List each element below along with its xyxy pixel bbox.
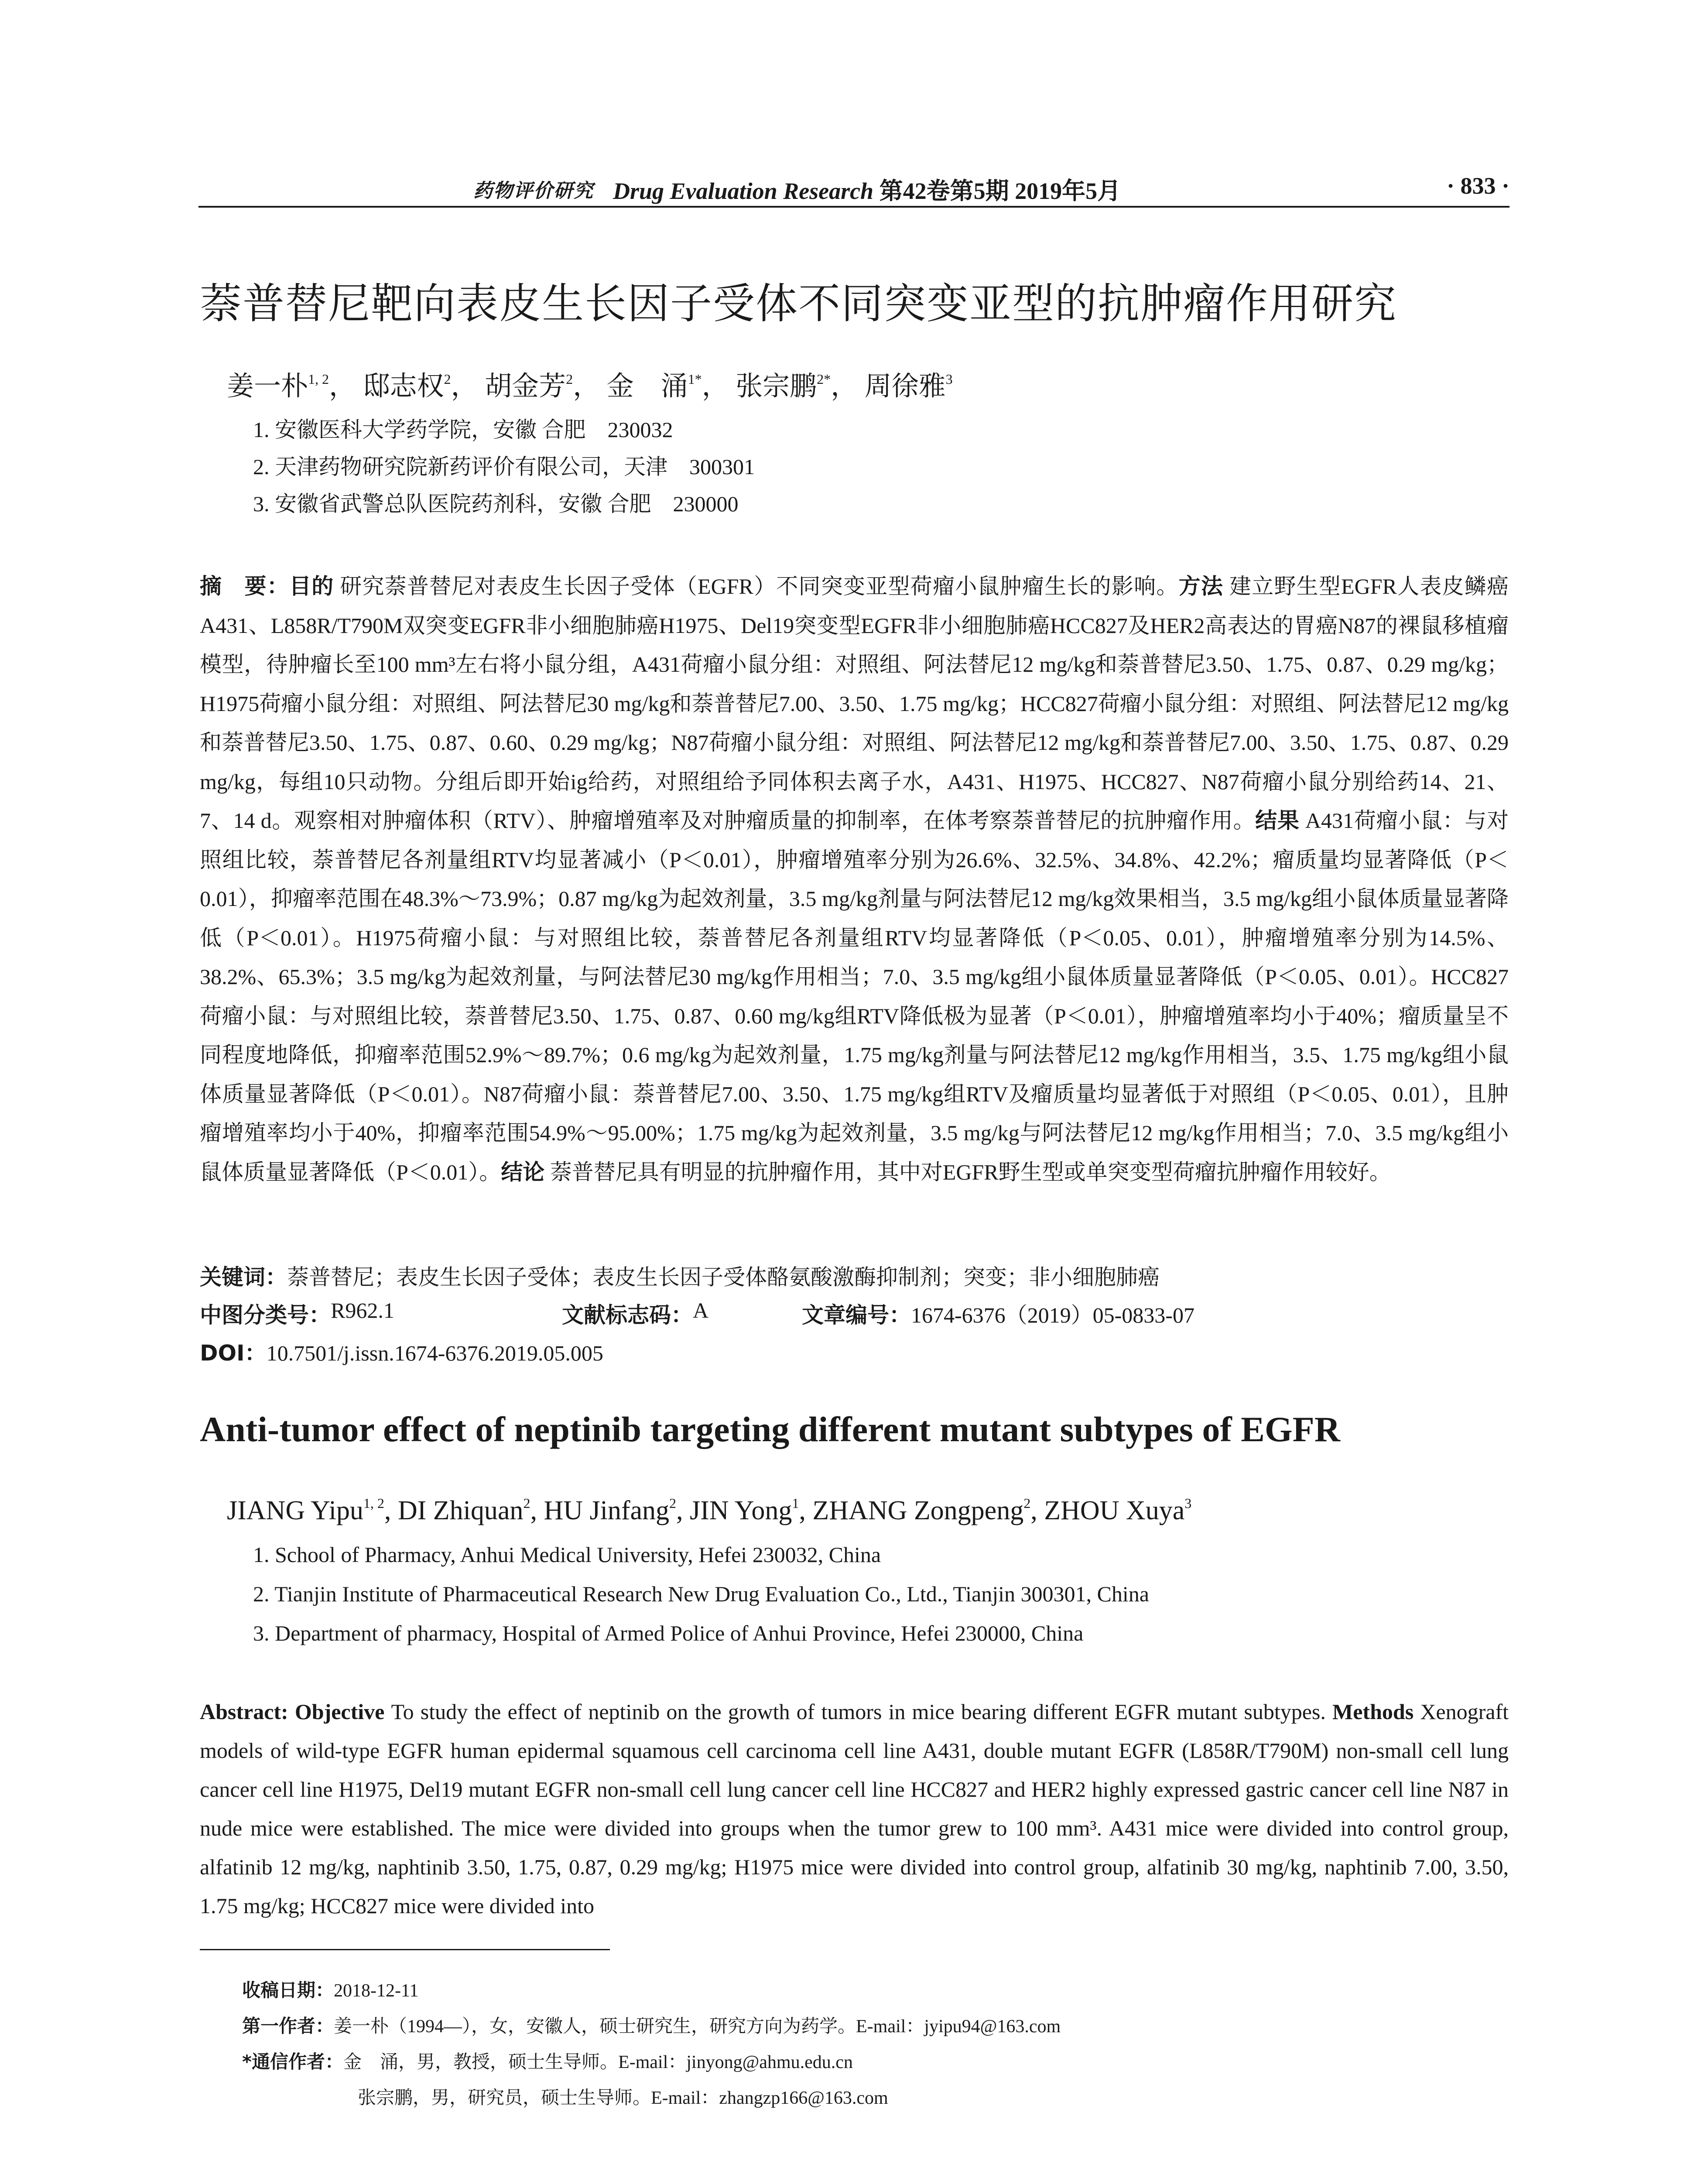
author-name: DI Zhiquan xyxy=(397,1496,524,1525)
affiliation-cn: 3. 安徽省武警总队医院药剂科，安徽 合肥 230000 xyxy=(253,492,739,516)
keywords-text: 萘普替尼；表皮生长因子受体；表皮生长因子受体酪氨酸激酶抑制剂；突变；非小细胞肺癌 xyxy=(287,1265,1160,1289)
author-affil-mark: 1* xyxy=(688,371,702,387)
results-text: A431荷瘤小鼠：与对照组比较，萘普替尼各剂量组RTV均显著减小（P＜0.01），肿瘤增殖率分别为26.6%、32.5%、34.8%、42.2%；瘤质量均显著降低（P＜0.01），抑瘤率范围在48.3%～73.9%；0.87 mg/kg为起效剂量，3.5 mg/kg剂量与阿法替尼12 mg/kg效果相当，3.5 mg/kg组小鼠体质量显著降低（P＜0.01）。H1975荷瘤小鼠：与对照组比较，萘普替尼各剂量组RTV均显著降低（P＜0.05、0.01），肿瘤增殖率分别为14.5%、38.2%、65.3%；3.5 mg/kg为起效剂量，与阿法替尼30 mg/kg作用相当；7.0、3.5 mg/kg组小鼠体质量显著降低（P＜0.05、0.01）。HCC827荷瘤小鼠：与对照组比较，萘普替尼3.50、1.75、0.87、0.60 mg/kg组RTV降低极为显著（P＜0.01），肿瘤增殖率均小于40%；瘤质量呈不同程度地降低，抑瘤率范围52.9%～89.7%；0.6 mg/kg为起效剂量，1.75 mg/kg剂量与阿法替尼12 mg/kg作用相当，3.5、1.75 mg/kg组小鼠体质量显著降低（P＜0.01）。N87荷瘤小鼠：萘普替尼7.00、3.50、1.75 mg/kg组RTV及瘤质量均显著低于对照组（P＜0.05、0.01），且肿瘤增殖率均小于40%，抑瘤率范围54.9%～95.00%；1.75 mg/kg为起效剂量，3.5 mg/kg与阿法替尼12 mg/kg作用相当；7.0、3.5 mg/kg组小鼠体质量显著降低（P＜0.01）。 xyxy=(200,808,1509,1184)
results-label: 结果 xyxy=(1255,808,1300,833)
authors-cn: 姜一朴$^{1, 2}$， 邸志权$^2$， 胡金芳$^2$， 金 涌$^{1*}$， 张宗鹏$^{2*}$， 周徐雅$^3$ xyxy=(227,371,953,401)
affiliation-cn: 2. 天津药物研究院新药评价有限公司，天津 300301 xyxy=(253,455,755,479)
author-name: 金 涌 xyxy=(606,372,688,401)
objective-en-text: To study the effect of neptinib on the growth of tumors in mice bearing different EGFR mutant subtypes. xyxy=(391,1699,1326,1724)
methods-en-label: Methods xyxy=(1332,1699,1414,1724)
author-affil-mark: 2 xyxy=(1023,1495,1031,1511)
author-name: HU Jinfang xyxy=(544,1496,670,1525)
journal-issue-line xyxy=(613,172,1121,206)
first-author-info: 姜一朴（1994—），女，安徽人，硕士研究生，研究方向为药学。E-mail：jyipu94@163.com xyxy=(334,2017,1061,2037)
abstract-cn xyxy=(200,567,1509,1192)
author-name: 姜一朴 xyxy=(227,372,308,401)
doc-code-value: A xyxy=(693,1298,709,1323)
keywords-cn xyxy=(200,1260,1160,1291)
affiliation-en: 1. School of Pharmacy, Anhui Medical University, Hefei 230032, China xyxy=(253,1542,881,1567)
footnote-received xyxy=(242,1976,418,2002)
methods-en-text: Xenograft models of wild-type EGFR human epidermal squamous cell carcinoma cell line A431, double mutant EGFR (L858R/T790M) non-small cell lung cancer cell line H1975, Del19 mutant EGFR non-small cell lung cancer cell line HCC827 and HER2 highly expressed gastric cancer cell line N87 in nude mice were established. The mice were divided into groups when the tumor grew to 100 mm³. A431 mice were divided into control group, alfatinib 12 mg/kg, naphtinib 3.50, 1.75, 0.87, 0.29 mg/kg; H1975 mice were divided into control group, alfatinib 30 mg/kg, naphtinib 7.00, 3.50, 1.75 mg/kg; HCC827 mice were divided into xyxy=(200,1699,1509,1918)
author-affil-mark: 2 xyxy=(444,371,451,387)
author-affil-mark: 2 xyxy=(669,1495,677,1511)
header-rule xyxy=(199,206,1509,208)
author-affil-mark: 2 xyxy=(523,1495,531,1511)
methods-label: 方法 xyxy=(1178,574,1224,599)
author-name: ZHOU Xuya xyxy=(1044,1496,1185,1525)
conclusion-text: 萘普替尼具有明显的抗肿瘤作用，其中对EGFR野生型或单突变型荷瘤抗肿瘤作用较好。 xyxy=(550,1159,1391,1184)
corresponding-label: *通信作者： xyxy=(242,2051,343,2072)
footnote-first-author xyxy=(242,2012,1061,2038)
affiliation-cn: 1. 安徽医科大学药学院，安徽 合肥 230032 xyxy=(253,417,673,442)
author-name: ZHANG Zongpeng xyxy=(812,1496,1024,1525)
doi-line xyxy=(200,1336,603,1367)
author-affil-mark: 3 xyxy=(1184,1495,1192,1511)
author-name: JIN Yong xyxy=(690,1496,792,1525)
title-en: Anti-tumor effect of neptinib targeting different mutant subtypes of EGFR xyxy=(200,1409,1340,1449)
objective-en-label: Objective xyxy=(294,1699,385,1724)
keywords-label: 关键词： xyxy=(200,1265,287,1290)
author-affil-mark: 2* xyxy=(817,371,831,387)
author-affil-mark: 1, 2 xyxy=(308,371,329,387)
clc-label: 中图分类号： xyxy=(200,1302,331,1328)
page-number: · 833 · xyxy=(1446,173,1509,199)
journal-logo: 药物评价研究 xyxy=(473,180,594,202)
title-cn: 萘普替尼靶向表皮生长因子受体不同突变亚型的抗肿瘤作用研究 xyxy=(200,279,1397,328)
doi-value[interactable]: 10.7501/j.issn.1674-6376.2019.05.005 xyxy=(266,1341,603,1365)
abstract-label: 摘 要： xyxy=(200,574,289,599)
author-affil-mark: 1 xyxy=(792,1495,799,1511)
corresponding-info-1: 金 涌，男，教授，硕士生导师。E-mail：jinyong@ahmu.edu.cn xyxy=(343,2052,853,2072)
issue-info: 第42卷第5期 2019年5月 xyxy=(879,178,1121,204)
received-date: 2018-12-11 xyxy=(334,1981,419,2001)
author-name: 周徐雅 xyxy=(864,372,946,401)
footnote-corresponding xyxy=(242,2048,853,2074)
running-header xyxy=(199,172,1509,204)
abstract-en xyxy=(200,1692,1509,1925)
methods-text: 建立野生型EGFR人表皮鳞癌A431、L858R/T790M双突变EGFR非小细胞肺癌H1975、Del19突变型EGFR非小细胞肺癌HCC827及HER2高表达的胃癌N87的裸鼠移植瘤模型，待肿瘤长至100 mm³左右将小鼠分组，A431荷瘤小鼠分组：对照组、阿法替尼12 mg/kg和萘普替尼3.50、1.75、0.87、0.29 mg/kg；H1975荷瘤小鼠分组：对照组、阿法替尼30 mg/kg和萘普替尼7.00、3.50、1.75 mg/kg；HCC827荷瘤小鼠分组：对照组、阿法替尼12 mg/kg和萘普替尼3.50、1.75、0.87、0.60、0.29 mg/kg；N87荷瘤小鼠分组：对照组、阿法替尼12 mg/kg和萘普替尼7.00、3.50、1.75、0.87、0.29 mg/kg，每组10只动物。分组后即开始ig给药，对照组给予同体积去离子水，A431、H1975、HCC827、N87荷瘤小鼠分别给药14、21、7、14 d。观察相对肿瘤体积（RTV）、肿瘤增殖率及对肿瘤质量的抑制率，在体考察萘普替尼的抗肿瘤作用。 xyxy=(200,574,1509,833)
footnote-corresponding-2: 张宗鹏，男，研究员，硕士生导师。E-mail：zhangzp166@163.com xyxy=(358,2088,888,2108)
affiliation-en: 3. Department of pharmacy, Hospital of Armed Police of Anhui Province, Hefei 230000, China xyxy=(253,1621,1084,1645)
journal-name-en: Drug Evaluation Research xyxy=(613,178,874,204)
author-affil-mark: 3 xyxy=(945,371,953,387)
author-name: JIANG Yipu xyxy=(227,1496,363,1525)
objective-text: 研究萘普替尼对表皮生长因子受体（EGFR）不同突变亚型荷瘤小鼠肿瘤生长的影响。 xyxy=(340,574,1179,598)
doc-code-label: 文献标志码： xyxy=(562,1302,693,1328)
author-name: 胡金芳 xyxy=(485,372,566,401)
conclusion-label: 结论 xyxy=(501,1159,545,1185)
objective-label: 目的 xyxy=(289,574,334,599)
received-label: 收稿日期： xyxy=(242,1979,334,2001)
footnote-rule xyxy=(200,1949,610,1950)
article-no-value: 1674-6376（2019）05-0833-07 xyxy=(911,1303,1195,1327)
doi-label: DOI： xyxy=(200,1340,267,1366)
article-no-label: 文章编号： xyxy=(802,1302,911,1328)
first-author-label: 第一作者： xyxy=(242,2015,334,2037)
affiliation-en: 2. Tianjin Institute of Pharmaceutical Research New Drug Evaluation Co., Ltd., Tianjin 300301, China xyxy=(253,1582,1149,1606)
author-affil-mark: 2 xyxy=(566,371,573,387)
author-name: 张宗鹏 xyxy=(736,372,817,401)
authors-en: JIANG Yipu$^{1, 2}$, DI Zhiquan$^2$, HU Jinfang$^2$, JIN Yong$^1$, ZHANG Zongpeng$^2$, ZHOU Xuya$^3$ xyxy=(227,1495,1192,1525)
author-name: 邸志权 xyxy=(363,372,444,401)
clc-value: R962.1 xyxy=(331,1298,394,1323)
abstract-en-label: Abstract: xyxy=(200,1699,288,1724)
author-affil-mark: 1, 2 xyxy=(363,1495,384,1511)
